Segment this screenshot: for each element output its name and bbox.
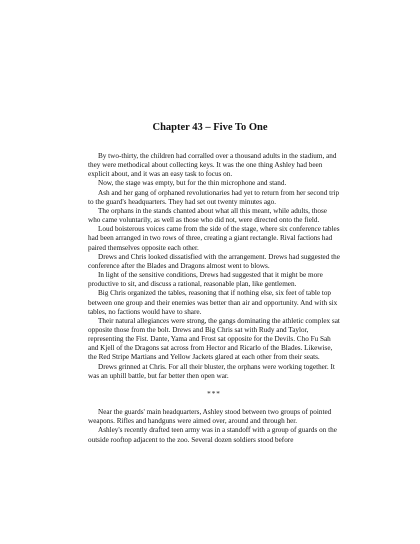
paragraph: Drews grinned at Chris. For all their bluster, the orphans were working together. It was an uphill battle, but far better then open war. [88, 362, 335, 380]
paragraph: By two-thirty, the children had corralled over a thousand adults in the stadium, and they were methodical about collecting keys. It was the one thing Ashley had been explicit about, and it was an easy task to focus on. [88, 152, 337, 179]
paragraph: The orphans in the stands chanted about what all this meant, while adults, those who came voluntarily, as well as those who did not, were directed onto the field. [88, 206, 327, 225]
paragraph: Big Chris organized the tables, reasoning that if nothing else, six feet of table top between one group and their enemies was better than air and opportunity. And with six tables, no factions would have to share. [88, 289, 338, 316]
paragraph: Loud boisterous voices came from the side of the stage, where six conference tables had been arranged in two rows of three, creating a giant rectangle. Rival factions had paired themselves opposite each other. [88, 225, 340, 252]
paragraph: Near the guards' main headquarters, Ashley stood between two groups of pointed weapons. Rifles and handguns were aimed over, around and through her. [88, 408, 332, 426]
paragraph: In light of the sensitive conditions, Drews had suggested that it might be more productive to sit, and discuss a rational, reasonable plan, like gentlemen. [88, 271, 323, 289]
chapter-body [88, 152, 340, 445]
paragraph: Their natural allegiances were strong, the gangs dominating the athletic complex sat opposite those from the bolt. Drews and Big Chris sat with Rudy and Taylor, representing the Fist. Dante, Yama and Frost sat opposite for the Devils. Cho Fu Sah and Kjell of the Dragons sat across from Hector and Ricarlo of the Blades. Likewise, the Red Stripe Martians and Yellow Jackets glared at each other from their seats. [88, 316, 340, 362]
paragraph: Drews and Chris looked dissatisfied with the arrangement. Drews had suggested the conference after the Blades and Dragons almost went to blows. [88, 252, 340, 270]
scene-break: *** [207, 389, 221, 398]
paragraph: Now, the stage was empty, but for the thin microphone and stand. [98, 179, 287, 188]
chapter-title: Chapter 43 – Five To One [152, 122, 268, 133]
paragraph: Ash and her gang of orphaned revolutionaries had yet to return from her second trip to the guard's headquarters. They had set out twenty minutes ago. [88, 188, 340, 206]
paragraph: Ashley's recently drafted teen army was in a standoff with a group of guards on the outside rooftop adjacent to the zoo. Several dozen soldiers stood before [88, 426, 337, 444]
